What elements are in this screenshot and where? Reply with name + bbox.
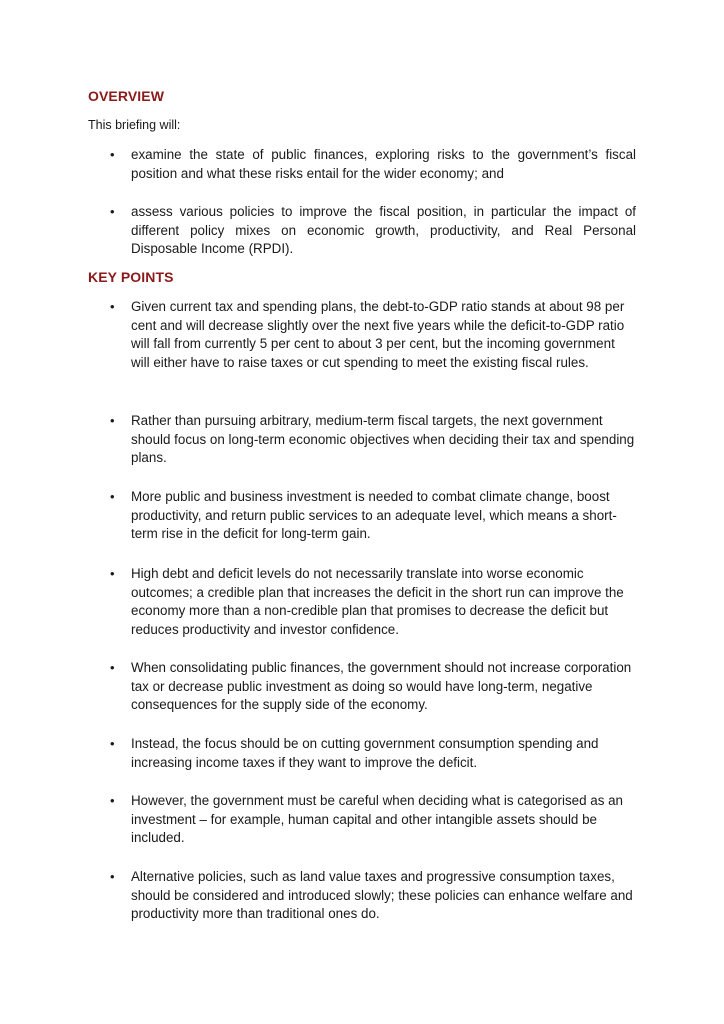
bullet-icon: • (110, 566, 115, 581)
list-item-text: High debt and deficit levels do not necessarily translate into worse economic outcomes; a credible plan that increases the deficit in the short run can improve the economy more than a non-credible plan that promises to decrease the deficit but reduces productivity and investor confidence. (131, 566, 624, 637)
list-item-text: examine the state of public finances, exploring risks to the government’s fiscal position and what these risks entail for the wider economy; and (131, 147, 636, 181)
bullet-icon: • (110, 869, 115, 884)
list-item-text: When consolidating public finances, the government should not increase corporation tax or decrease public investment as doing so would have long-term, negative consequences for the supply side of the economy. (131, 660, 632, 713)
key-points-heading: KEY POINTS (88, 269, 174, 285)
list-item-text: Instead, the focus should be on cutting government consumption spending and increasing income taxes if they want to improve the deficit. (131, 736, 599, 770)
bullet-icon: • (110, 793, 115, 808)
list-item-text: However, the government must be careful when deciding what is categorised as an investment – for example, human capital and other intangible assets should be included. (131, 793, 624, 846)
bullet-icon: • (110, 489, 115, 504)
bullet-icon: • (110, 147, 115, 162)
overview-heading: OVERVIEW (88, 88, 165, 104)
bullet-icon: • (110, 204, 115, 219)
list-item-text: More public and business investment is needed to combat climate change, boost productivity, and return public services to an adequate level, which means a short-term rise in the deficit for long-term gain. (131, 489, 617, 542)
list-item-text: assess various policies to improve the fiscal position, in particular the impact of different policy mixes on economic growth, productivity, and Real Personal Disposable Income (RPDI). (131, 204, 636, 257)
bullet-icon: • (110, 660, 115, 675)
list-item-text: Alternative policies, such as land value taxes and progressive consumption taxes, should be considered and introduced slowly; these policies can enhance welfare and productivity more than traditional ones do. (131, 869, 633, 922)
bullet-icon: • (110, 736, 115, 751)
bullet-icon: • (110, 299, 115, 314)
list-item-text: Rather than pursuing arbitrary, medium-term fiscal targets, the next government should focus on long-term economic objectives when deciding their tax and spending plans. (131, 413, 635, 466)
overview-intro: This briefing will: (88, 118, 181, 132)
bullet-icon: • (110, 413, 115, 428)
list-item-text: Given current tax and spending plans, the debt-to-GDP ratio stands at about 98 per cent and will decrease slightly over the next five years while the deficit-to-GDP ratio will fall from currently 5 per cent to about 3 per cent, but the incoming government will either have to raise taxes or cut spending to meet the existing fiscal rules. (131, 299, 625, 370)
